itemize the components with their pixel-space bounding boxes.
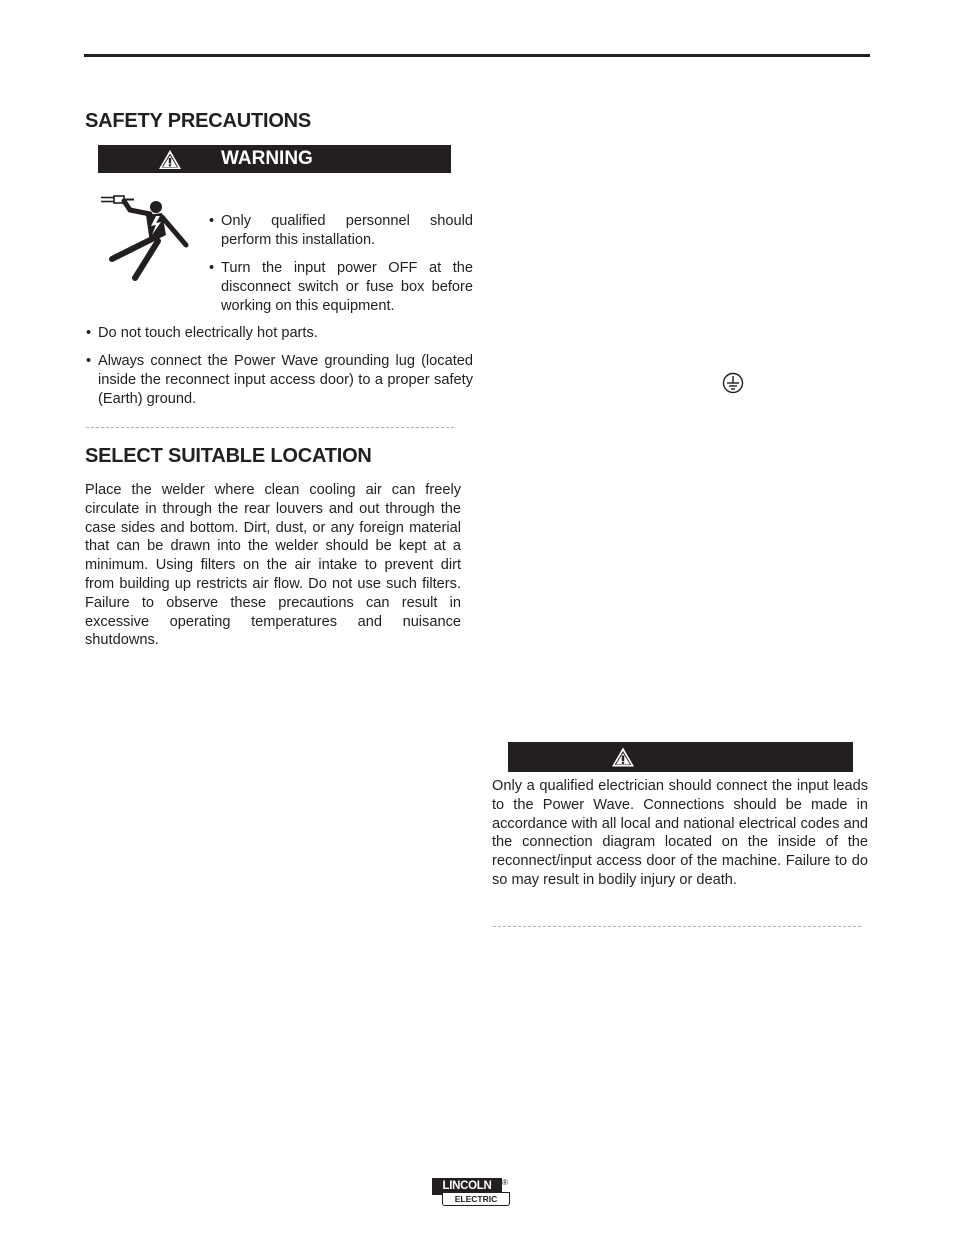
logo-registered-mark: ® xyxy=(502,1178,508,1187)
bullet-dot: • xyxy=(209,260,215,276)
section-divider xyxy=(86,427,454,428)
bullet-hot-parts: • Do not touch electrically hot parts. xyxy=(86,325,318,341)
warning-triangle-icon xyxy=(611,746,635,768)
bullet-qualified-personnel: • Only qualified personnel should perform this installation. xyxy=(209,213,473,248)
lincoln-electric-logo xyxy=(432,1178,514,1208)
electric-shock-icon xyxy=(100,193,195,283)
bullet-dot: • xyxy=(86,325,92,341)
location-paragraph: Place the welder where clean cooling air can freely circulate in through the rear louvers and out through the case sides and bottom. Dirt, dust, or any foreign material that can be drawn into the welder should be kept at a minimum. Using filters on the air intake to prevent dirt from building up restricts air flow. Do not use such filters. Failure to observe these precautions can result in excessive operating temperatures and nuisance shutdowns. xyxy=(85,482,461,649)
bullet-dot: • xyxy=(86,353,92,369)
electrician-warning-paragraph: Only a qualified electrician should connect the input leads to the Power Wave. Connections should be made in accordance with all local and national electrical codes and the connection diagram located on the inside of the reconnect/input access door of the machine. Failure to do so may result in bodily injury or death. xyxy=(492,778,868,888)
warning-banner xyxy=(98,145,451,173)
section-title-safety-precautions: SAFETY PRECAUTIONS xyxy=(85,110,312,132)
bullet-power-off: • Turn the input power OFF at the disconnect switch or fuse box before working on this equipment. xyxy=(209,260,473,314)
electrician-warning-banner xyxy=(508,742,853,772)
warning-triangle-icon xyxy=(158,149,182,170)
bullet-grounding-lug: • Always connect the Power Wave grounding lug (located inside the reconnect input access door) to a proper safety (Earth) ground. xyxy=(86,353,473,407)
section-divider xyxy=(493,926,861,927)
warning-label: WARNING xyxy=(221,148,313,169)
protective-earth-ground-icon xyxy=(722,372,744,394)
logo-electric: ELECTRIC xyxy=(442,1192,510,1206)
logo-lincoln: LINCOLN xyxy=(432,1178,502,1195)
header-rule xyxy=(84,54,870,57)
bullet-dot: • xyxy=(209,213,215,229)
section-title-select-location: SELECT SUITABLE LOCATION xyxy=(85,445,372,467)
